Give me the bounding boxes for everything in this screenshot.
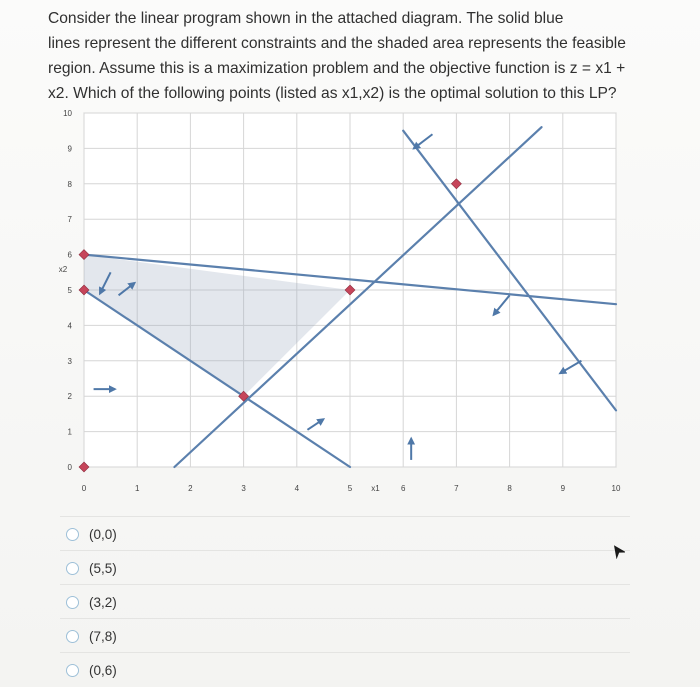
y-tick-label: 9 (67, 144, 72, 154)
y-axis-label: x2 (58, 264, 68, 274)
x-tick-label: 3 (241, 484, 246, 493)
option-label: (7,8) (89, 628, 117, 644)
radio-button[interactable] (66, 630, 79, 643)
option-label: (0,0) (89, 526, 117, 542)
option-3[interactable] (60, 584, 630, 619)
option-1[interactable] (60, 516, 630, 551)
x-tick-label: 10 (611, 484, 621, 493)
radio-button[interactable] (66, 664, 79, 677)
y-tick-label: 7 (67, 215, 72, 225)
question-line-3: region. Assume this is a maximization problem and the objective function is z = x1 + (48, 60, 626, 77)
y-tick-label: 2 (67, 392, 72, 402)
y-tick-label: 10 (63, 109, 72, 118)
x-tick-label: 7 (454, 484, 459, 493)
question-text (48, 6, 648, 106)
question-line-2: lines represent the different constraints and the shaded area represents the feasible (48, 35, 626, 52)
x-tick-label: 4 (294, 484, 300, 493)
option-2[interactable] (60, 550, 630, 585)
question-line-4: x2. Which of the following points (listed as x1,x2) is the optimal solution to this LP? (48, 85, 617, 102)
x-tick-label: 6 (400, 484, 406, 493)
y-tick-label: 6 (67, 250, 72, 260)
option-5[interactable] (60, 652, 630, 687)
y-tick-label: 4 (67, 321, 72, 331)
x-axis-label: x1 (371, 484, 380, 493)
option-4[interactable] (60, 618, 630, 653)
x-tick-label: 8 (507, 484, 512, 493)
y-tick-label: 3 (67, 356, 72, 366)
radio-button[interactable] (66, 596, 79, 609)
y-tick-label: 1 (67, 427, 72, 437)
option-label: (0,6) (89, 662, 117, 678)
x-tick-label: 0 (81, 484, 87, 493)
radio-button[interactable] (66, 562, 79, 575)
question-line-1: Consider the linear program shown in the attached diagram. The solid blue (48, 10, 564, 27)
y-tick-label: 8 (67, 179, 72, 189)
y-tick-label: 5 (67, 286, 72, 295)
x-tick-label: 1 (134, 484, 140, 493)
lp-diagram (0, 100, 700, 500)
radio-button[interactable] (66, 528, 79, 541)
x-tick-label: 5 (347, 484, 353, 493)
y-tick-label: 0 (67, 463, 72, 472)
option-label: (3,2) (89, 594, 117, 610)
mouse-pointer-icon (611, 543, 625, 559)
option-label: (5,5) (89, 560, 117, 576)
x-tick-label: 2 (188, 484, 193, 493)
x-tick-label: 9 (560, 484, 566, 493)
